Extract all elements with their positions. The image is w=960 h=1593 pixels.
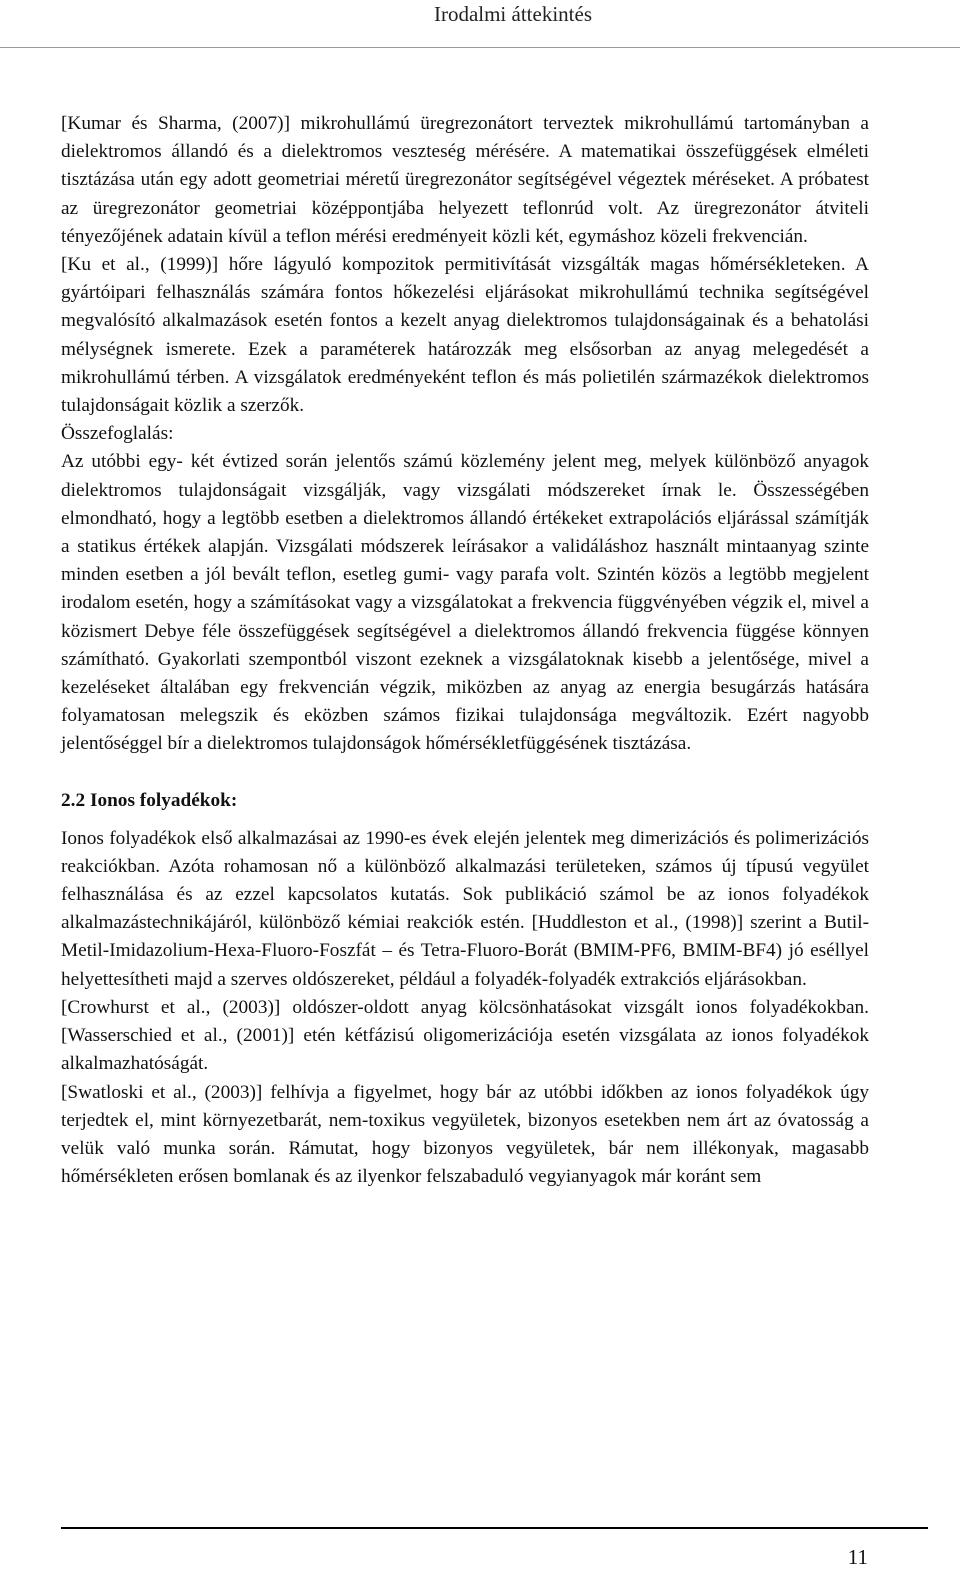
page-number: 11 (847, 1545, 868, 1569)
summary-label: Összefoglalás: (61, 423, 174, 445)
header-divider (0, 47, 960, 48)
document-body (61, 110, 869, 1191)
paragraph-crowhurst: [Crowhurst et al., (2003)] oldószer-oldott anyag kölcsönhatásokat vizsgált ionos folyadékokban. [Wasserschied et al., (2001)] etén kétfázisú oligomerizációja esetén vizsgálata az ionos folyadékok alkalmazhatóságát. (61, 996, 869, 1075)
section-title: Ionos folyadékok: (89, 789, 238, 811)
paragraph-ionic-liquids-intro: Ionos folyadékok első alkalmazásai az 1990-es évek elején jelentek meg dimerizációs és polimerizációs reakciókban. Azóta rohamosan nő a különböző alkalmazási területeken, számos új típusú vegyület felhasználása és az ezzel kapcsolatos kutatás. Sok publikáció számol be az ionos folyadékok alkalmazástechnikájáról, különböző kémiai reakciók estén. [Huddleston et al., (1998)] szerint a Butil-Metil-Imidazolium-Hexa-Fluoro-Foszfát – és Tetra-Fluoro-Borát (BMIM-PF6, BMIM-BF4) jó eséllyel helyettesítheti majd a szerves oldószereket, például a folyadék-folyadék extrakciós eljárásokban. (61, 827, 869, 990)
footer-divider (61, 1527, 928, 1529)
running-header-title: Irodalmi áttekintés (433, 2, 592, 26)
section-number: 2.2 (61, 789, 86, 811)
paragraph-ku-et-al: [Ku et al., (1999)] hőre lágyuló kompozitok permitivítását vizsgálták magas hőmérsékleteken. A gyártóipari felhasználás számára fontos hőkezelési eljárásokat mikrohullámú technika segítségével megvalósító alkalmazások esetén fontos a kezelt anyag dielektromos tulajdonságainak és a behatolási mélységnek ismerete. Ezek a paraméterek határozzák meg elsősorban az anyag melegedését a mikrohullámú térben. A vizsgálatok eredményeként teflon és más polietilén származékok dielektromos tulajdonságait közlik a szerzők. (61, 254, 869, 417)
paragraph-kumar-sharma: [Kumar és Sharma, (2007)] mikrohullámú üregrezonátort terveztek mikrohullámú tartományban a dielektromos állandó és a dielektromos veszteség mérésére. A matematikai összefüggések elméleti tisztázása után egy adott geometriai méretű üregrezonátor segítségével végeztek méréseket. A próbatest az üregrezonátor geometriai középpontjába helyezett teflonrúd volt. Az üregrezonátor átviteli tényezőjének adatain kívül a teflon mérési eredményeit közli két, egymáshoz közeli frekvencián. (61, 113, 869, 247)
page-header (0, 0, 960, 50)
paragraph-swatloski: [Swatloski et al., (2003)] felhívja a figyelmet, hogy bár az utóbbi időkben az ionos folyadékok úgy terjedtek el, mint környezetbarát, nem-toxikus vegyületek, bizonyos esetekben nem árt az óvatosság a velük való munka során. Rámutat, hogy bizonyos vegyületek, bár nem illékonyak, magasabb hőmérsékleten erősen bomlanak és az ilyenkor felszabaduló vegyianyagok már koránt sem (61, 1081, 869, 1188)
section-heading (61, 787, 869, 815)
paragraph-summary: Az utóbbi egy- két évtized során jelentős számú közlemény jelent meg, melyek különböző anyagok dielektromos tulajdonságait vizsgálják, vagy vizsgálati módszereket írnak le. Összességében elmondható, hogy a legtöbb esetben a dielektromos állandó értékeket extrapolációs eljárással számítják a statikus értékek alapján. Vizsgálati módszerek leírásakor a validáláshoz használt mintaanyag szinte minden esetben a jól bevált teflon, esetleg gumi- vagy parafa volt. Szintén közös a legtöbb megjelent irodalom esetén, hogy a számításokat vagy a vizsgálatokat a frekvencia függvényében végzik el, mivel a közismert Debye féle összefüggések segítségével a dielektromos állandó frekvencia függése könnyen számítható. Gyakorlati szempontból viszont ezeknek a vizsgálatoknak kisebb a jelentősége, mivel a kezeléseket általában egy frekvencián végzik, miközben az anyag az energia besugárzás hatására folyamatosan melegszik és eközben számos fizikai tulajdonsága megváltozik. Ezért nagyobb jelentőséggel bír a dielektromos tulajdonságok hőmérsékletfüggésének tisztázása. (61, 451, 869, 755)
